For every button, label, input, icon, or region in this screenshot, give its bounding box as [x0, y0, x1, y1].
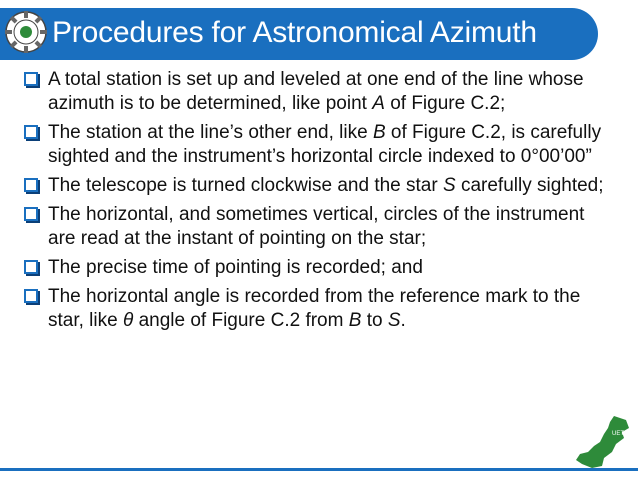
checkbox-bullet-icon — [24, 207, 38, 221]
page-title: Procedures for Astronomical Azimuth — [52, 16, 537, 49]
bullet-item — [24, 203, 614, 251]
bullet-text: B — [348, 310, 362, 331]
bullet-text: of Figure C.2, is carefully sighted and the instrument’s horizontal circle indexed to 0°00’00” — [48, 122, 602, 167]
bullet-text: angle of Figure C.2 from — [133, 310, 349, 331]
bullet-item — [24, 285, 614, 333]
bullet-item — [24, 68, 614, 116]
bullet-list — [24, 68, 614, 338]
bullet-text: A — [372, 93, 385, 114]
pakistan-map-icon — [574, 414, 630, 470]
bullet-text: The telescope is turned clockwise and the star — [48, 175, 443, 196]
bullet-item — [24, 174, 614, 198]
checkbox-bullet-icon — [24, 178, 38, 192]
university-seal-icon — [4, 10, 48, 54]
checkbox-bullet-icon — [24, 72, 38, 86]
bullet-text: S — [387, 310, 401, 331]
bullet-text: The precise time of pointing is recorded; and — [48, 257, 423, 278]
bullet-text: θ — [122, 310, 134, 331]
bullet-text: carefully sighted; — [455, 175, 604, 196]
bullet-text: The horizontal, and sometimes vertical, circles of the instrument are read at the instant of pointing on the star; — [48, 204, 585, 249]
bullet-item — [24, 121, 614, 169]
footer-divider — [0, 468, 638, 471]
checkbox-bullet-icon — [24, 289, 38, 303]
bullet-text: of Figure C.2; — [384, 93, 506, 114]
bullet-text: B — [372, 122, 386, 143]
bullet-item — [24, 256, 614, 280]
bullet-text: . — [400, 310, 406, 331]
checkbox-bullet-icon — [24, 125, 38, 139]
bullet-text: The station at the line’s other end, like — [48, 122, 373, 143]
checkbox-bullet-icon — [24, 260, 38, 274]
bullet-text: S — [442, 175, 456, 196]
bullet-text: The horizontal angle is recorded from the reference mark to the star, like — [48, 286, 581, 331]
bullet-text: A total station is set up and leveled at one end of the line whose azimuth is to be determined, like point — [48, 69, 584, 114]
map-label: UET — [612, 431, 624, 437]
bullet-text: to — [361, 310, 388, 331]
